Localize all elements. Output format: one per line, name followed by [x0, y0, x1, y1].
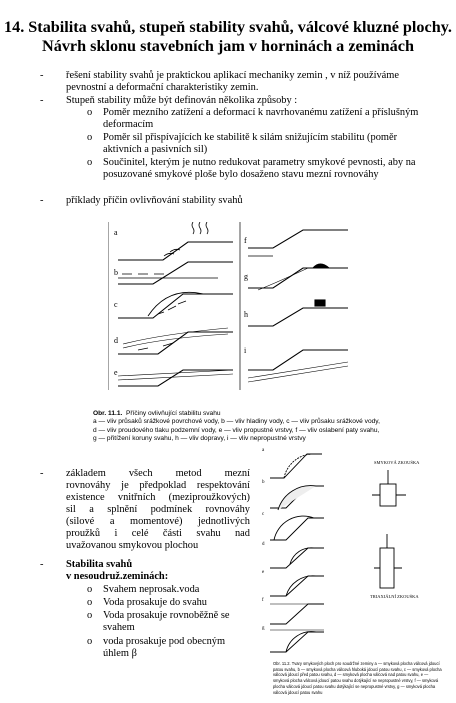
- list-item-line: úhlem β: [103, 648, 137, 659]
- list-item-line: Poměr sil přispívajících ke stabilitě k silám snižujícím stabilitu (poměr: [103, 132, 398, 143]
- dash-bullet: -: [40, 468, 44, 479]
- figure-drawing: [108, 222, 358, 406]
- list-item-line: voda prosakuje pod obecným: [103, 636, 226, 647]
- figure-caption: [93, 410, 380, 444]
- paragraph-line: řešení stability svahů je praktickou aplikací mechaniky zemin , v níž používáme: [66, 70, 399, 81]
- list-item-line: Součinitel, kterým je nutno redukovat parametry smykové pevnosti, aby na: [103, 157, 416, 168]
- circle-bullet: o: [87, 132, 93, 143]
- list-item-line: svahem: [103, 622, 135, 633]
- dash-bullet: -: [40, 95, 44, 106]
- figure-drawing: [262, 448, 450, 658]
- circle-bullet: o: [87, 584, 93, 595]
- panel-label: a: [114, 228, 118, 237]
- panel-label: f: [262, 598, 264, 603]
- circle-bullet: o: [87, 610, 93, 621]
- caption-line: g — přitížení koruny svahu, h — vliv dopravy, i — vliv nepropustné vrstvy: [93, 435, 306, 443]
- figure-slip-surfaces: [262, 448, 450, 658]
- list-item-line: Svahem neprosak.voda: [103, 584, 200, 595]
- panel-label: d: [262, 542, 265, 547]
- paragraph-line: Stupeň stability může být definován několika způsoby :: [66, 95, 298, 106]
- figure-slope-stability-causes: [108, 222, 358, 406]
- caption-label: Obr. 11.1.: [93, 410, 123, 417]
- paragraph-line: sil a splnění podmínek rovnováhy: [66, 504, 250, 515]
- list-item-line: posuzované smykové ploše bylo dosaženo stavu mezní rovnováhy: [103, 169, 379, 180]
- figure-caption-2: Obr. 11.2. Tvary smykových ploch pro soudržné zeminy a — smyková plocha válcová jdoucí patou svahu, b — smyková plocha válcová hluboká jdoucí patou svahu, c — smyková plocha válcová jdoucí před patou svahu, d — smyková plocha válcová nad patou svahu, e — smyková plocha válcová jdoucí patou svahu dotýkající se nepropustné vrstvy, f — smyková plocha válcová jdoucí patou svahu dotýkající se nepropustné vrstvy, g — smyková plocha válcová jdoucí patou svahu: [273, 661, 442, 695]
- list-item-line: Voda prosakuje do svahu: [103, 597, 207, 608]
- paragraph-line: příklady příčin ovlivňování stability svahů: [66, 195, 243, 206]
- page-title: [0, 18, 456, 56]
- paragraph-line: proužků i celé části svahu nad: [66, 528, 250, 539]
- panel-label: g: [262, 626, 265, 631]
- circle-bullet: o: [87, 157, 93, 168]
- panel-label: b: [262, 480, 265, 485]
- panel-label: e: [114, 368, 118, 377]
- circle-bullet: o: [87, 636, 93, 647]
- figure-label: TRIAXIÁLNÍ ZKOUŠKA: [370, 594, 419, 599]
- panel-label: g: [244, 272, 248, 281]
- paragraph-line: základem všech metod mezní: [66, 468, 250, 479]
- panel-label: e: [262, 570, 265, 575]
- circle-bullet: o: [87, 107, 93, 118]
- list-item-line: Voda prosakuje rovnoběžně se: [103, 610, 230, 621]
- panel-label: c: [262, 512, 265, 517]
- caption-line: a — vliv průsaků srážkové povrchové vody, b — vliv hladiny vody, c — vliv průsaku srážkové vody,: [93, 418, 380, 426]
- panel-label: a: [262, 448, 265, 453]
- paragraph-line: uvažovanou smykovou plochou: [66, 540, 199, 551]
- panel-label: c: [114, 300, 118, 309]
- panel-label: h: [244, 310, 248, 319]
- section-heading: Stabilita svahů: [66, 559, 133, 570]
- panel-label: f: [244, 236, 247, 245]
- dash-bullet: -: [40, 559, 44, 570]
- caption-title: Příčiny ovlivňující stabilitu svahu: [126, 410, 221, 417]
- title-line-2: Návrh sklonu stavebních jam v horninách a zeminách: [42, 37, 414, 55]
- list-item-line: aktivních a pasivních sil): [103, 144, 208, 155]
- paragraph-line: (silové a momentové) jednotlivých: [66, 516, 250, 527]
- paragraph-line: pevnostní a deformační charakteristiky zemin.: [66, 82, 259, 93]
- paragraph-line: existence vnitřních (meziproužkových): [66, 492, 250, 503]
- dash-bullet: -: [40, 70, 44, 81]
- dash-bullet: -: [40, 195, 44, 206]
- paragraph-line: rovnováhy je předpoklad respektování: [66, 480, 250, 491]
- title-line-1: 14. Stabilita svahů, stupeň stability svahů, válcové kluzné plochy.: [4, 18, 452, 36]
- circle-bullet: o: [87, 597, 93, 608]
- list-item-line: Poměr mezního zatížení a deformací k navrhovanému zatížení a příslušným: [103, 107, 419, 118]
- list-item-line: deformacím: [103, 119, 154, 130]
- panel-label: i: [244, 346, 247, 355]
- figure-label: SMYKOVÁ ZKOUŠKA: [374, 460, 420, 465]
- caption-line: d — vliv proudového tlaku podzemní vody, e — vliv propustné vrstvy, f — vliv oslabení paty svahu,: [93, 426, 380, 434]
- section-heading: v nesoudruž.zeminách:: [66, 571, 169, 582]
- panel-label: b: [114, 268, 118, 277]
- panel-label: d: [114, 336, 118, 345]
